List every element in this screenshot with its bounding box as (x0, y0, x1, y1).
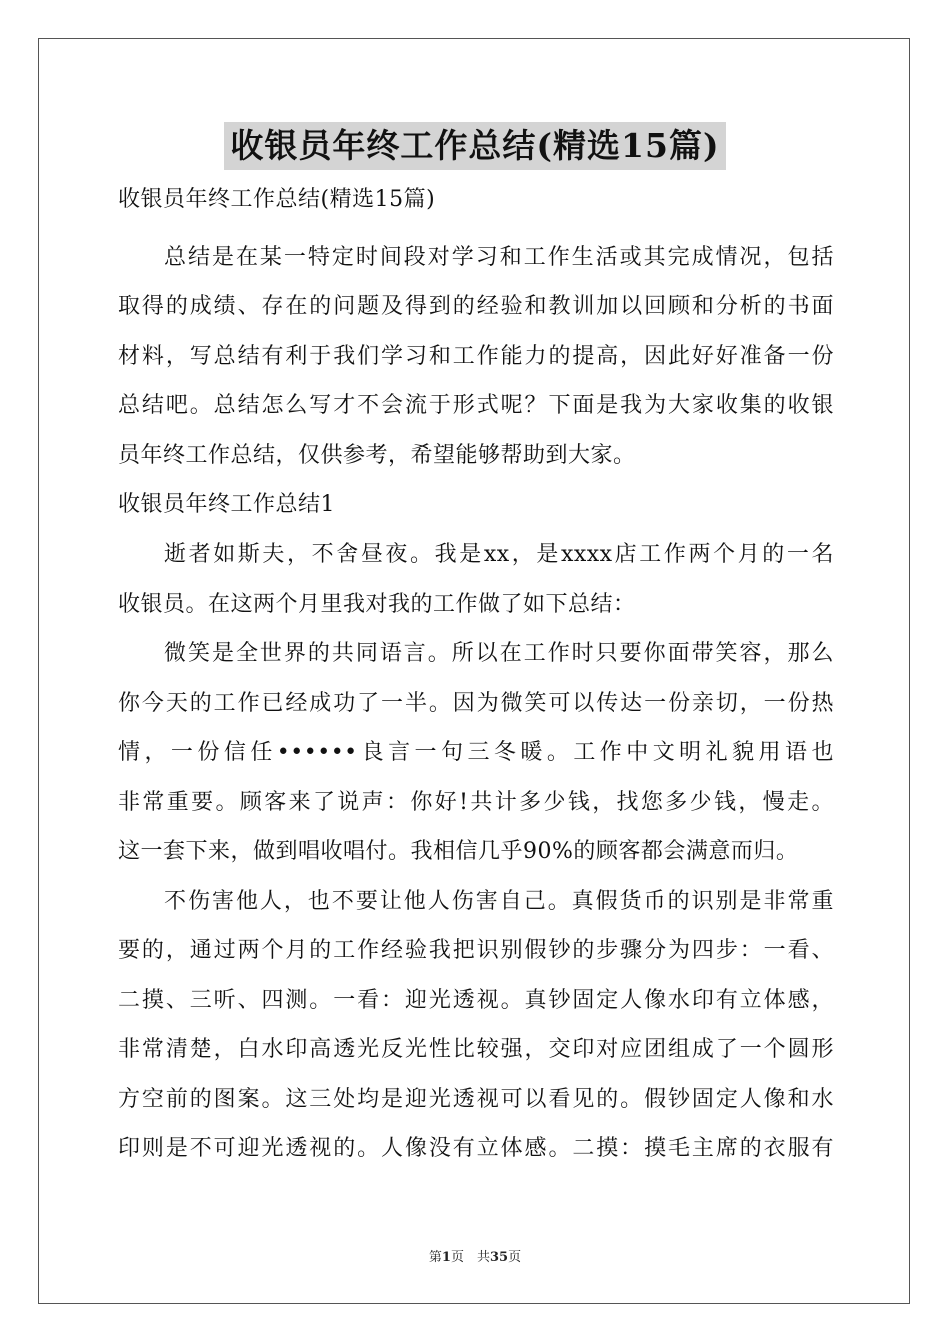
body-line: 员年终工作总结，仅供参考，希望能够帮助到大家。 (118, 442, 636, 468)
footer-page-current: 1 (441, 1250, 451, 1265)
page-footer (0, 1246, 950, 1265)
body-line: 情，一份信任••••••良言一句三冬暖。工作中文明礼貌用语也 (118, 740, 834, 765)
body-line: 总结是在某一特定时间段对学习和工作生活或其完成情况，包括 (164, 244, 834, 270)
body-line: 你今天的工作已经成功了一半。因为微笑可以传达一份亲切，一份热 (118, 690, 834, 716)
body-line: 材料，写总结有利于我们学习和工作能力的提高，因此好好准备一份 (118, 343, 834, 369)
body-line: 总结吧。总结怎么写才不会流于形式呢？下面是我为大家收集的收银 (118, 393, 834, 418)
body-line: 微笑是全世界的共同语言。所以在工作时只要你面带笑容，那么 (164, 641, 834, 666)
body-line: 收银员。在这两个月里我对我的工作做了如下总结： (118, 591, 636, 617)
footer-page-total: 35 (489, 1250, 509, 1265)
document-title: 收银员年终工作总结(精选15篇) (224, 122, 725, 170)
body-line: 二摸、三听、四测。一看：迎光透视。真钞固定人像水印有立体感， (118, 987, 834, 1013)
body-line: 取得的成绩、存在的问题及得到的经验和教训加以回顾和分析的书面 (118, 294, 834, 319)
document-body (118, 180, 834, 1179)
footer-suffix: 页 (508, 1250, 522, 1265)
body-line: 方空前的图案。这三处均是迎光透视可以看见的。假钞固定人像和水 (118, 1086, 834, 1112)
body-line: 非常清楚，白水印高透光反光性比较强，交印对应团组成了一个圆形 (118, 1037, 834, 1062)
body-line: 逝者如斯夫，不舍昼夜。我是xx，是xxxx店工作两个月的一名 (164, 542, 834, 567)
title-wrap (0, 122, 950, 170)
body-line: 不伤害他人，也不要让他人伤害自己。真假货币的识别是非常重 (164, 888, 834, 914)
body-line: 非常重要。顾客来了说声：你好!共计多少钱，找您多少钱，慢走。 (118, 789, 834, 815)
footer-prefix: 第 (428, 1250, 442, 1265)
section-heading: 收银员年终工作总结1 (118, 492, 335, 517)
body-line: 印则是不可迎光透视的。人像没有立体感。二摸：摸毛主席的衣服有 (118, 1136, 834, 1161)
body-line: 要的，通过两个月的工作经验我把识别假钞的步骤分为四步：一看、 (118, 938, 834, 963)
body-line: 这一套下来，做到唱收唱付。我相信几乎90%的顾客都会满意而归。 (118, 839, 799, 864)
subtitle-line: 收银员年终工作总结(精选15篇) (118, 187, 436, 212)
footer-mid: 页 共 (450, 1250, 490, 1265)
